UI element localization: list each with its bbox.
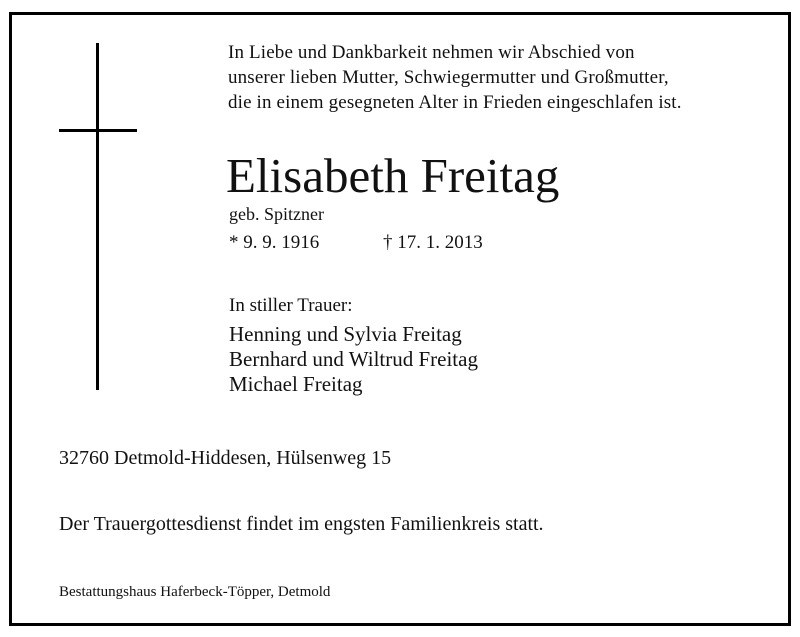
intro-line: In Liebe und Dankbarkeit nehmen wir Abschied von xyxy=(228,42,635,63)
intro-line: die in einem gesegneten Alter in Frieden eingeschlafen ist. xyxy=(228,92,682,113)
deceased-name: Elisabeth Freitag xyxy=(226,148,560,203)
cross-icon-vertical-bar xyxy=(96,43,99,390)
intro-line: unserer lieben Mutter, Schwiegermutter und Großmutter, xyxy=(228,67,669,88)
funeral-home: Bestattungshaus Haferbeck-Töpper, Detmold xyxy=(59,584,331,600)
death-date: † 17. 1. 2013 xyxy=(383,232,483,253)
maiden-name: geb. Spitzner xyxy=(229,204,324,224)
intro-text xyxy=(228,40,748,115)
cross-icon-horizontal-bar xyxy=(59,129,137,132)
mourner-entry: Michael Freitag xyxy=(229,372,363,396)
birth-date: * 9. 9. 1916 xyxy=(229,232,320,253)
mourners-list xyxy=(229,322,478,397)
family-address: 32760 Detmold-Hiddesen, Hülsenweg 15 xyxy=(59,447,392,469)
mourner-entry: Bernhard und Wiltrud Freitag xyxy=(229,347,478,371)
mourner-entry: Henning und Sylvia Freitag xyxy=(229,322,462,346)
mourning-label: In stiller Trauer: xyxy=(229,295,353,316)
service-note: Der Trauergottesdienst findet im engsten Familienkreis statt. xyxy=(59,513,544,535)
